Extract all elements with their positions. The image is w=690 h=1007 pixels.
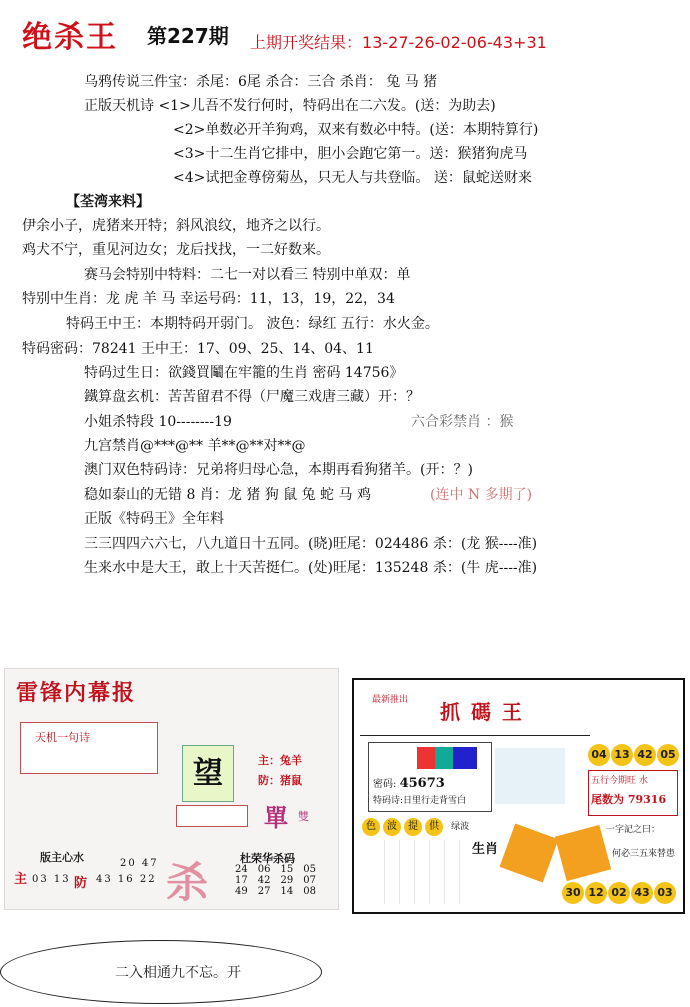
- kill-code-table: [230, 864, 321, 897]
- table-row: 49 27 14 08: [235, 886, 316, 897]
- cloud-text: 二入相通九不忘。开: [115, 965, 241, 981]
- line-tail-1: 三三四四六六七，八九道日十五同。(晓)旺尾：024486 杀：(龙 猴----准): [84, 536, 538, 552]
- ball-bottom: 03: [654, 882, 676, 904]
- password-row: 密码: 45673: [373, 776, 445, 791]
- line-kill-segment: 小姐杀特段 10--------19: [84, 414, 232, 430]
- wuxing-label: 五行今期旺 水: [591, 776, 648, 786]
- line-poem-2: <2>单数必开羊狗鸡，双来有数必中特。(送：本期特算行): [173, 122, 539, 138]
- zodiac-label: 生肖: [472, 842, 499, 857]
- line-stable-8: 稳如泰山的无错 8 肖：龙 猪 狗 鼠 兔 蛇 马 鸡: [84, 487, 371, 503]
- line-special-zodiac: 特别中生肖：龙 虎 羊 马 幸运号码：11，13，19，22，34: [22, 291, 395, 307]
- line-king-of-kings: 特码王中王：本期特码开弱门。 波色：绿红 五行：水火金。: [66, 316, 439, 332]
- line-nine-palace: 九宫禁肖@***@** 羊**@**对**@: [84, 438, 306, 454]
- row-nums-1: 03 13: [32, 874, 71, 885]
- line-annual: 正版《特码王》全年料: [84, 511, 224, 527]
- new-tag: 最新推出: [372, 695, 409, 705]
- result-label: 上期开奖结果：: [250, 33, 363, 52]
- line-macau-poem: 澳门双色特码诗：兄弟将归母心急，本期再看狗猪羊。(开：？): [84, 462, 473, 478]
- ball-top: 04: [588, 744, 610, 766]
- row-label-zhu: 主: [14, 872, 28, 887]
- line-stable-note: (连中 N 多期了): [430, 487, 533, 503]
- line-tail-2: 生来水中是大王，敢上十天苦挺仁。(处)旺尾：135248 杀：(牛 虎----准): [84, 560, 538, 576]
- issue-number: 第227期: [147, 24, 229, 48]
- line-poem-1: 正版天机诗 <1>儿吾不发行何时，特码出在二六发。(送：为助去): [84, 98, 496, 114]
- tail-label: 尾数为 79316: [591, 793, 667, 806]
- table-row: 24 06 15 05: [235, 864, 316, 875]
- table-row: 17 42 29 07: [235, 875, 316, 886]
- row-nums-2: 43 16 22: [96, 874, 157, 885]
- verse-box: [20, 722, 158, 774]
- ball-top: 13: [611, 744, 633, 766]
- line-verse-1: 伊余小子，虎猪来开特；斜风浪纹，地齐之以行。: [22, 218, 330, 234]
- tema-row: 特码诗:日里行走背雪白: [373, 796, 467, 806]
- ball-top: 05: [657, 744, 679, 766]
- line-poem-4: <4>试把金尊傍菊丛，只无人与共登临。 送：鼠蛇送财来: [173, 170, 532, 186]
- colored-logo: [417, 747, 477, 769]
- ball-top: 42: [634, 744, 656, 766]
- ball-bottom: 12: [585, 882, 607, 904]
- leifeng-title: 雷锋内幕报: [16, 680, 137, 706]
- line-verse-2: 鸡犬不宁，重见河边女；龙后找找，一二好数来。: [22, 242, 330, 258]
- chip-row: 色 波 提 供 绿波: [362, 814, 469, 836]
- center-character: 望: [182, 745, 234, 802]
- zhuamawang-title: 抓 碼 王: [440, 700, 524, 724]
- line-crow-legend: 乌鸦传说三件宝：杀尾：6尾 杀合：三合 杀肖： 兔 马 猪: [84, 74, 438, 90]
- wuxing-box: [588, 770, 678, 816]
- line-poem-3: <3>十二生肖它排中，胆小会跑它第一。送：猴猪狗虎马: [173, 146, 528, 162]
- heart-label: 版主心水: [40, 851, 84, 864]
- ball-bottom: 43: [631, 882, 653, 904]
- page-title: 绝杀王: [22, 20, 118, 55]
- result-numbers: 13-27-26-02-06-43+31: [362, 33, 547, 52]
- password-box: [368, 742, 492, 812]
- ball-bottom: 30: [562, 882, 584, 904]
- dan-character: 單: [264, 803, 288, 832]
- line-password: 特码密码：78241 王中王：17、09、25、14、04、11: [22, 341, 374, 357]
- zhu-label: 主：兔羊: [258, 754, 302, 767]
- line-lottery-ban: 六合彩禁肖 ：猴: [411, 414, 514, 430]
- table-title: 杜荣华杀码: [240, 852, 295, 865]
- verse-label: 天机一句诗: [35, 731, 90, 744]
- note-label: 一字記之曰：: [606, 825, 661, 835]
- last-result: [250, 30, 547, 53]
- line-abacus: 鐵算盘玄机：苦苦留君不得（尸魔三戏唐三藏）开：？: [84, 389, 420, 405]
- line-jockey-club: 赛马会特别中特料：二七一对以看三 特别中单双：单: [84, 267, 411, 283]
- fang-label: 防：猪鼠: [258, 774, 302, 787]
- ball-bottom: 02: [608, 882, 630, 904]
- fisherman-picture: [495, 748, 565, 804]
- section-tsuen-wan: 【荃湾来料】: [66, 194, 150, 210]
- note-verse: 何必三五來替患: [612, 849, 676, 859]
- line-birthday: 特码过生日：欲錢買鬮在牢籠的生肖 密码 14756》: [84, 365, 404, 381]
- divider: [360, 735, 590, 736]
- big-kill-character: 杀: [166, 858, 209, 907]
- vertical-text-block: [370, 840, 465, 904]
- small-box: [176, 805, 248, 827]
- row-label-fang: 防: [74, 876, 88, 891]
- shuang-character: 雙: [298, 810, 309, 823]
- row-nums-top: 20 47: [120, 858, 159, 869]
